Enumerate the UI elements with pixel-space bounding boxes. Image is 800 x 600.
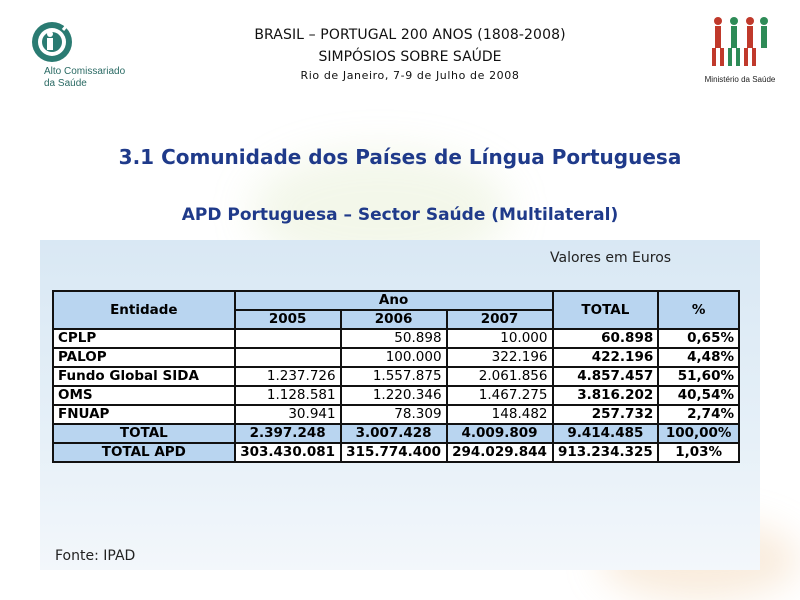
table-header-row [53, 291, 739, 310]
apd-table [52, 290, 740, 463]
logo-right-text: Ministério da Saúde [704, 75, 776, 84]
cell-2006: 100.000 [341, 348, 447, 367]
cell-2007: 148.482 [447, 405, 553, 424]
header-line-2: SIMPÓSIOS SOBRE SAÚDE [318, 49, 502, 65]
cell-total: 3.816.202 [553, 386, 659, 405]
cell-2005: 303.430.081 [235, 443, 341, 462]
header-entidade: Entidade [53, 291, 235, 329]
ministerio-saude-logo [690, 15, 790, 90]
cell-2006: 50.898 [341, 329, 447, 348]
cell-2005 [235, 348, 341, 367]
cell-pct: 0,65% [658, 329, 739, 348]
cell-entity: Fundo Global SIDA [53, 367, 235, 386]
event-header [210, 27, 610, 82]
alto-comissariado-logo [30, 20, 150, 100]
cell-total: 9.414.485 [553, 424, 659, 443]
header-pct: % [658, 291, 739, 329]
logo-left-text-1: Alto Comissariado [44, 66, 126, 77]
cell-2007: 2.061.856 [447, 367, 553, 386]
table-apd-row [53, 443, 739, 462]
cell-entity: OMS [53, 386, 235, 405]
cell-2007: 322.196 [447, 348, 553, 367]
cell-2006: 1.557.875 [341, 367, 447, 386]
table-row [53, 329, 739, 348]
cell-2006: 78.309 [341, 405, 447, 424]
cell-2006: 1.220.346 [341, 386, 447, 405]
table-row [53, 386, 739, 405]
cell-total: 422.196 [553, 348, 659, 367]
table-row [53, 348, 739, 367]
cell-total: 60.898 [553, 329, 659, 348]
alto-comissariado-emblem-icon [30, 20, 80, 66]
cell-2007: 10.000 [447, 329, 553, 348]
cell-2005 [235, 329, 341, 348]
cell-total: 257.732 [553, 405, 659, 424]
cell-2006: 3.007.428 [341, 424, 447, 443]
cell-2007: 294.029.844 [447, 443, 553, 462]
cell-2007: 4.009.809 [447, 424, 553, 443]
header-line-1: BRASIL – PORTUGAL 200 ANOS (1808-2008) [254, 27, 566, 43]
cell-pct: 2,74% [658, 405, 739, 424]
cell-pct: 40,54% [658, 386, 739, 405]
cell-total-label: TOTAL [53, 424, 235, 443]
cell-entity: CPLP [53, 329, 235, 348]
cell-2005: 1.237.726 [235, 367, 341, 386]
logo-left-text-2: da Saúde [44, 78, 87, 89]
cell-apd-label: TOTAL APD [53, 443, 235, 462]
cell-pct: 1,03% [658, 443, 739, 462]
header-year-2007: 2007 [447, 310, 553, 329]
header-line-3: Rio de Janeiro, 7-9 de Julho de 2008 [300, 69, 520, 82]
cell-2005: 2.397.248 [235, 424, 341, 443]
header-year-2006: 2006 [341, 310, 447, 329]
cell-2005: 1.128.581 [235, 386, 341, 405]
cell-total: 4.857.457 [553, 367, 659, 386]
table-row [53, 405, 739, 424]
slide-title: 3.1 Comunidade dos Países de Língua Portuguesa [118, 145, 682, 169]
cell-2007: 1.467.275 [447, 386, 553, 405]
cell-total: 913.234.325 [553, 443, 659, 462]
units-note: Valores em Euros [550, 250, 672, 266]
cell-2006: 315.774.400 [341, 443, 447, 462]
table-total-row [53, 424, 739, 443]
source-note: Fonte: IPAD [55, 548, 136, 564]
ministerio-saude-figures-icon [708, 15, 772, 71]
table-row [53, 367, 739, 386]
header-total: TOTAL [553, 291, 659, 329]
cell-pct: 51,60% [658, 367, 739, 386]
cell-pct: 4,48% [658, 348, 739, 367]
header-year-2005: 2005 [235, 310, 341, 329]
cell-pct: 100,00% [658, 424, 739, 443]
cell-2005: 30.941 [235, 405, 341, 424]
cell-entity: FNUAP [53, 405, 235, 424]
cell-entity: PALOP [53, 348, 235, 367]
slide-subtitle: APD Portuguesa – Sector Saúde (Multilateral) [181, 205, 619, 225]
header-ano: Ano [235, 291, 553, 310]
